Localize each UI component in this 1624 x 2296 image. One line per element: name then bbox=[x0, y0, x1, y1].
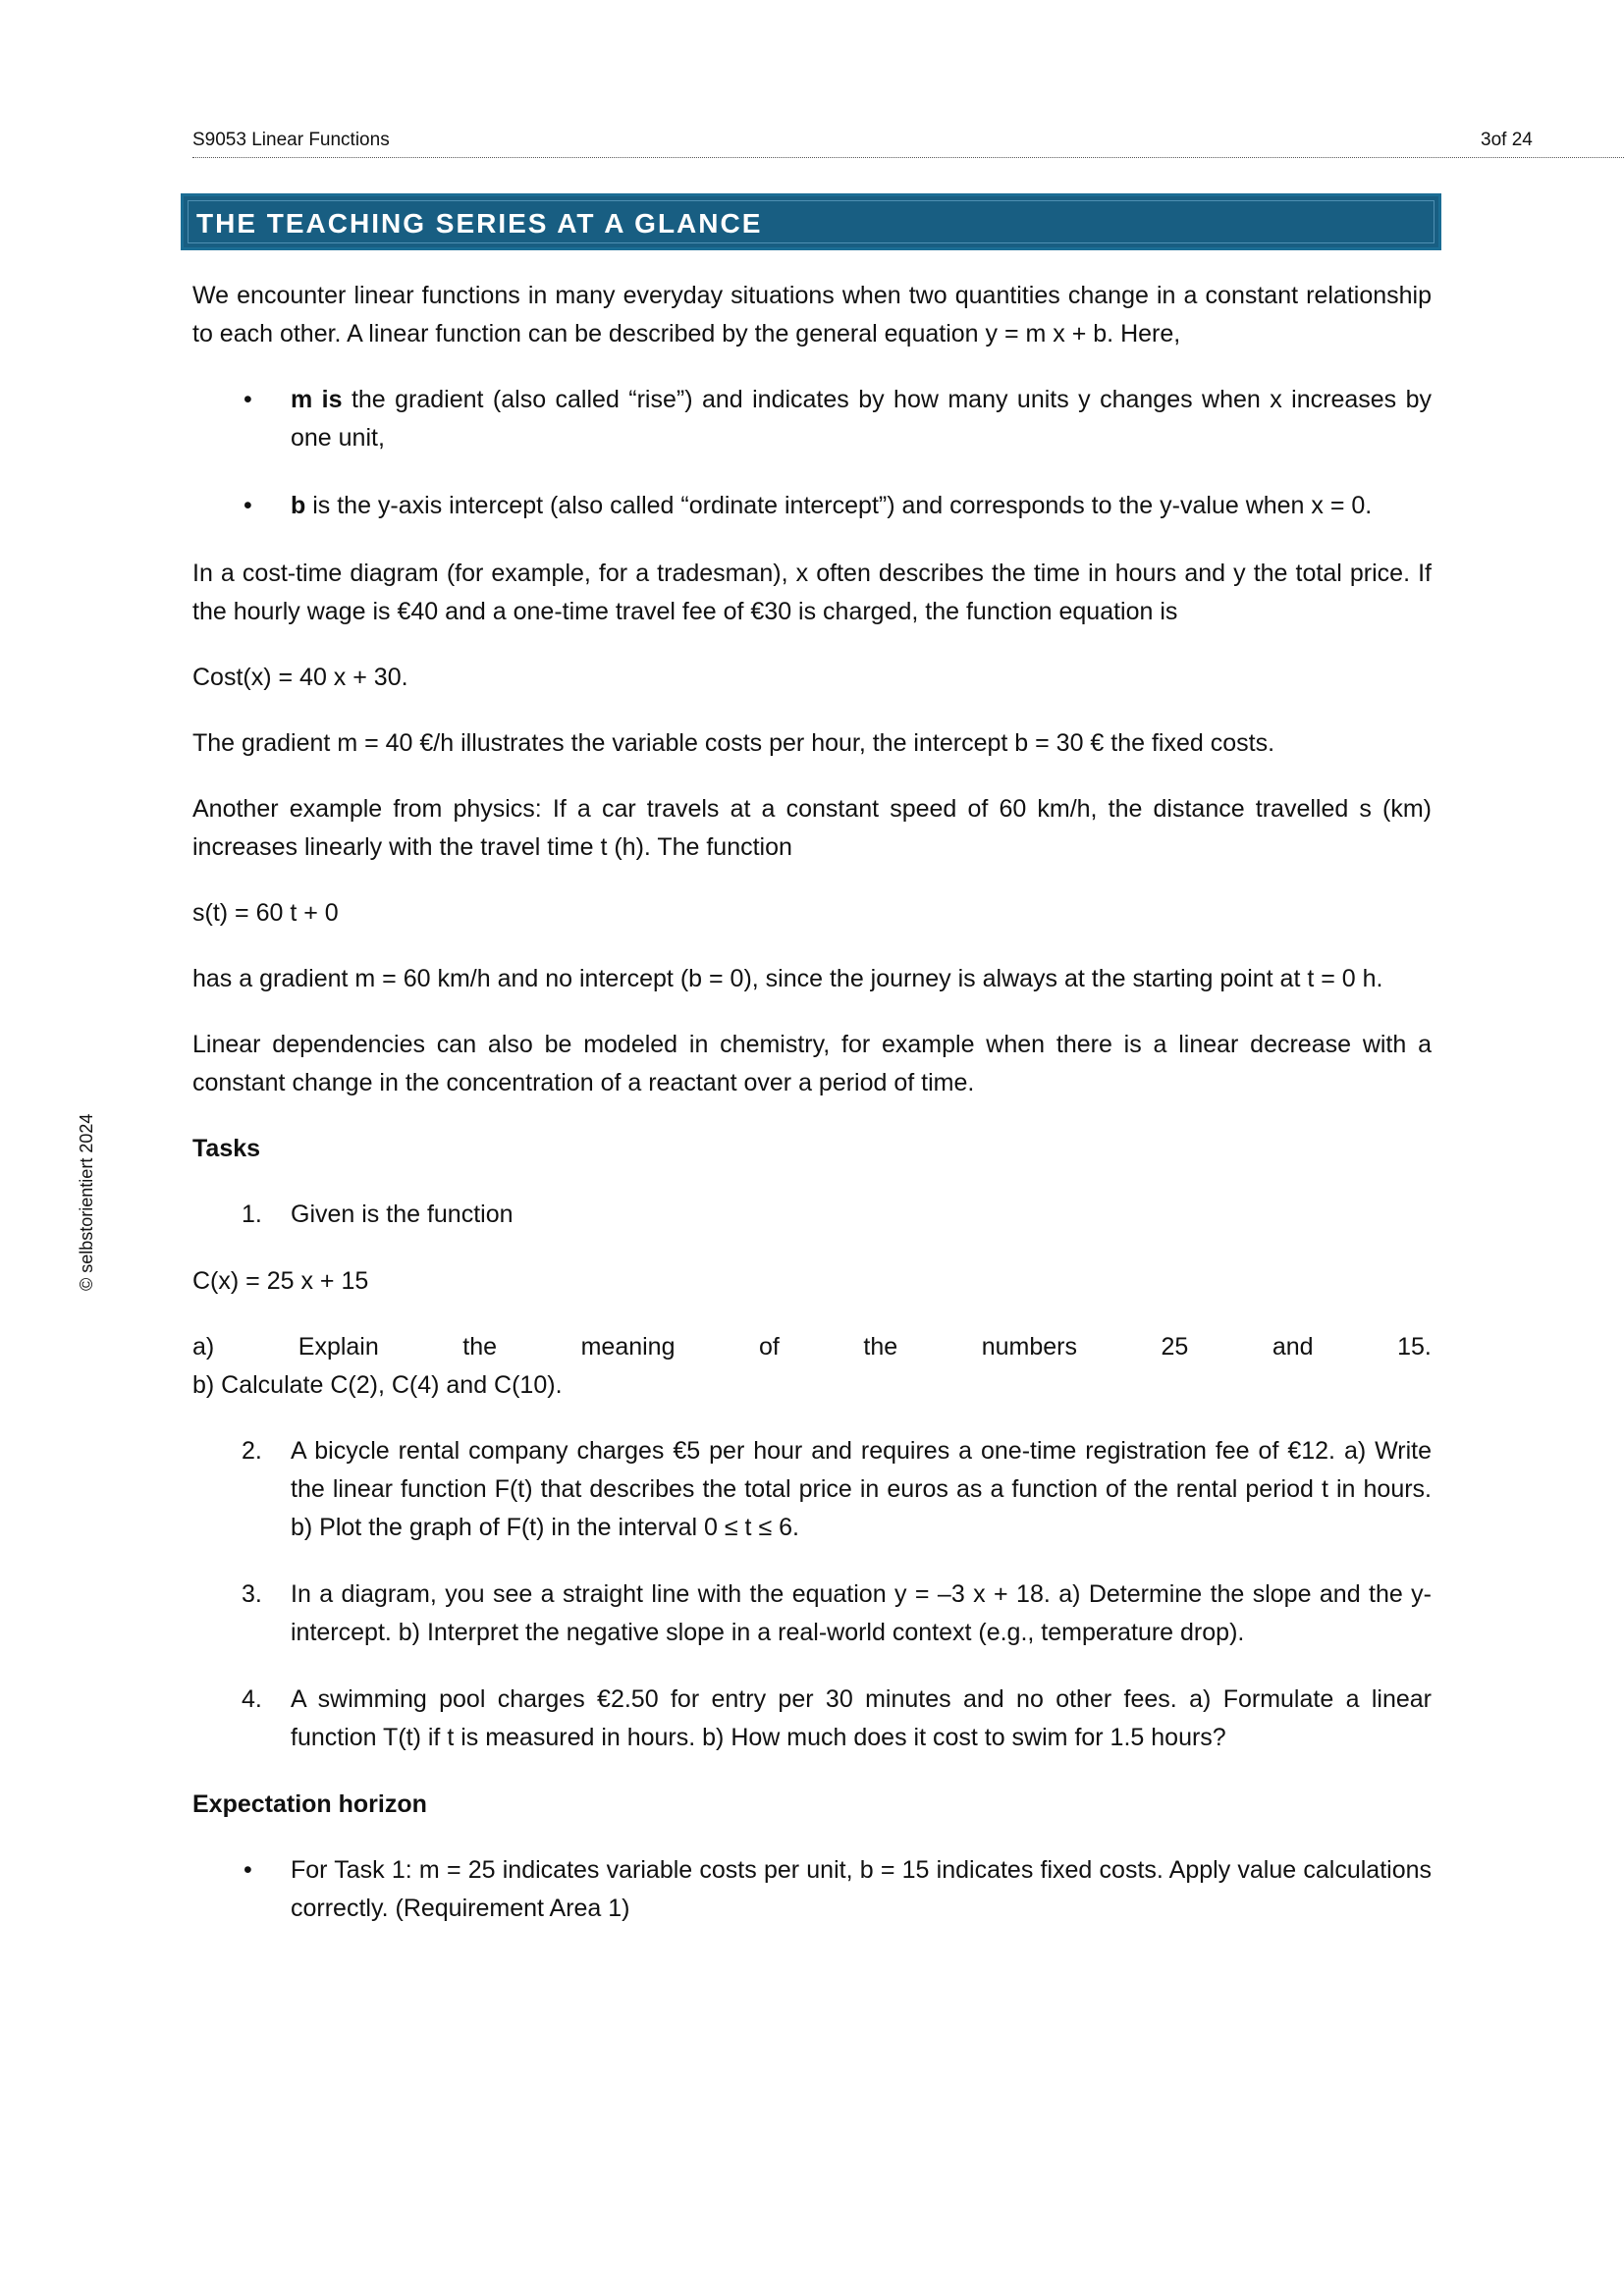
task-item-3 bbox=[192, 1575, 1432, 1652]
cost-equation: Cost(x) = 40 x + 30. bbox=[192, 664, 408, 691]
expectation-heading: Expectation horizon bbox=[192, 1790, 427, 1818]
chemistry-paragraph: Linear dependencies can also be modeled in chemistry, for example when there is a linear decrease with a constant change in the concentration of a reactant over a period of time. bbox=[192, 1031, 1432, 1096]
tasks-heading: Tasks bbox=[192, 1135, 261, 1162]
list-item bbox=[192, 1851, 1432, 1928]
physics-explanation: has a gradient m = 60 km/h and no intercept (b = 0), since the journey is always at the starting point at t = 0 h. bbox=[192, 965, 1383, 992]
section-banner bbox=[181, 193, 1441, 250]
list-item bbox=[192, 487, 1432, 525]
word: the bbox=[462, 1333, 498, 1361]
page-number: 3of 24 bbox=[1481, 130, 1533, 150]
term-m-description: the gradient (also called “rise”) and indicates by how many units y changes when x increases by one unit, bbox=[291, 386, 1432, 452]
word: of bbox=[759, 1333, 780, 1361]
word: 25 bbox=[1161, 1333, 1189, 1361]
word: Explain bbox=[298, 1333, 379, 1361]
word: 15. bbox=[1397, 1333, 1432, 1361]
task1-equation: C(x) = 25 x + 15 bbox=[192, 1267, 369, 1295]
term-b-description: is the y-axis intercept (also called “ordinate intercept”) and corresponds to the y-value when x = 0. bbox=[305, 492, 1373, 519]
term-b: b bbox=[291, 492, 306, 519]
word: the bbox=[863, 1333, 898, 1361]
task-number: 2. bbox=[242, 1437, 262, 1465]
bullet-icon: • bbox=[244, 1856, 252, 1884]
task1-subtask-a bbox=[192, 1328, 1432, 1366]
term-m: m is bbox=[291, 386, 343, 413]
task1-subtasks bbox=[192, 1328, 1432, 1405]
task-number: 4. bbox=[242, 1685, 262, 1713]
task-item-4 bbox=[192, 1681, 1432, 1757]
gradient-paragraph: The gradient m = 40 €/h illustrates the variable costs per hour, the intercept b = 30 € the fixed costs. bbox=[192, 729, 1275, 757]
bullet-icon: • bbox=[244, 386, 252, 413]
list-item bbox=[192, 381, 1432, 457]
expectation-list bbox=[192, 1851, 1432, 1928]
task-text: Given is the function bbox=[291, 1201, 514, 1228]
definition-list bbox=[192, 381, 1432, 525]
task-text: In a diagram, you see a straight line with the equation y = –3 x + 18. a) Determine the slope and the y-intercept. b) Interpret the negative slope in a real-world context (e.g., temperature drop). bbox=[291, 1580, 1432, 1646]
intro-paragraph: We encounter linear functions in many everyday situations when two quantities change in a constant relationship to each other. A linear function can be described by the general equation y = m x + b. Here, bbox=[192, 282, 1432, 347]
physics-equation: s(t) = 60 t + 0 bbox=[192, 899, 339, 927]
task-number: 3. bbox=[242, 1580, 262, 1608]
task-list-rest bbox=[192, 1432, 1432, 1757]
task-item-1 bbox=[192, 1196, 1432, 1234]
copyright-note: © selbstorientiert 2024 bbox=[77, 1113, 96, 1291]
document-title: S9053 Linear Functions bbox=[192, 130, 390, 150]
physics-paragraph: Another example from physics: If a car travels at a constant speed of 60 km/h, the distance travelled s (km) increases linearly with the travel time t (h). The function bbox=[192, 795, 1432, 861]
task-item-2 bbox=[192, 1432, 1432, 1547]
task-list-first bbox=[192, 1196, 1432, 1234]
task1-subtask-b: b) Calculate C(2), C(4) and C(10). bbox=[192, 1371, 563, 1399]
task-text: A swimming pool charges €2.50 for entry per 30 minutes and no other fees. a) Formulate a linear function T(t) if t is measured in hours. b) How much does it cost to swim for 1.5 hours? bbox=[291, 1685, 1432, 1751]
section-title: THE TEACHING SERIES AT A GLANCE bbox=[196, 208, 763, 239]
word: meaning bbox=[580, 1333, 676, 1361]
expectation-text: For Task 1: m = 25 indicates variable costs per unit, b = 15 indicates fixed costs. Apply value calculations correctly. (Requirement Area 1) bbox=[291, 1856, 1432, 1922]
page-header bbox=[192, 126, 1624, 158]
task-number: 1. bbox=[242, 1201, 262, 1228]
word: a) bbox=[192, 1333, 215, 1361]
word: numbers bbox=[981, 1333, 1077, 1361]
main-content bbox=[192, 277, 1432, 1957]
bullet-icon: • bbox=[244, 492, 252, 519]
cost-paragraph: In a cost-time diagram (for example, for a tradesman), x often describes the time in hours and y the total price. If the hourly wage is €40 and a one-time travel fee of €30 is charged, the function equation is bbox=[192, 560, 1432, 625]
task-text: A bicycle rental company charges €5 per hour and requires a one-time registration fee of €12. a) Write the linear function F(t) that describes the total price in euros as a function of the rental period t in hours. b) Plot the graph of F(t) in the interval 0 ≤ t ≤ 6. bbox=[291, 1437, 1432, 1541]
word: and bbox=[1272, 1333, 1314, 1361]
